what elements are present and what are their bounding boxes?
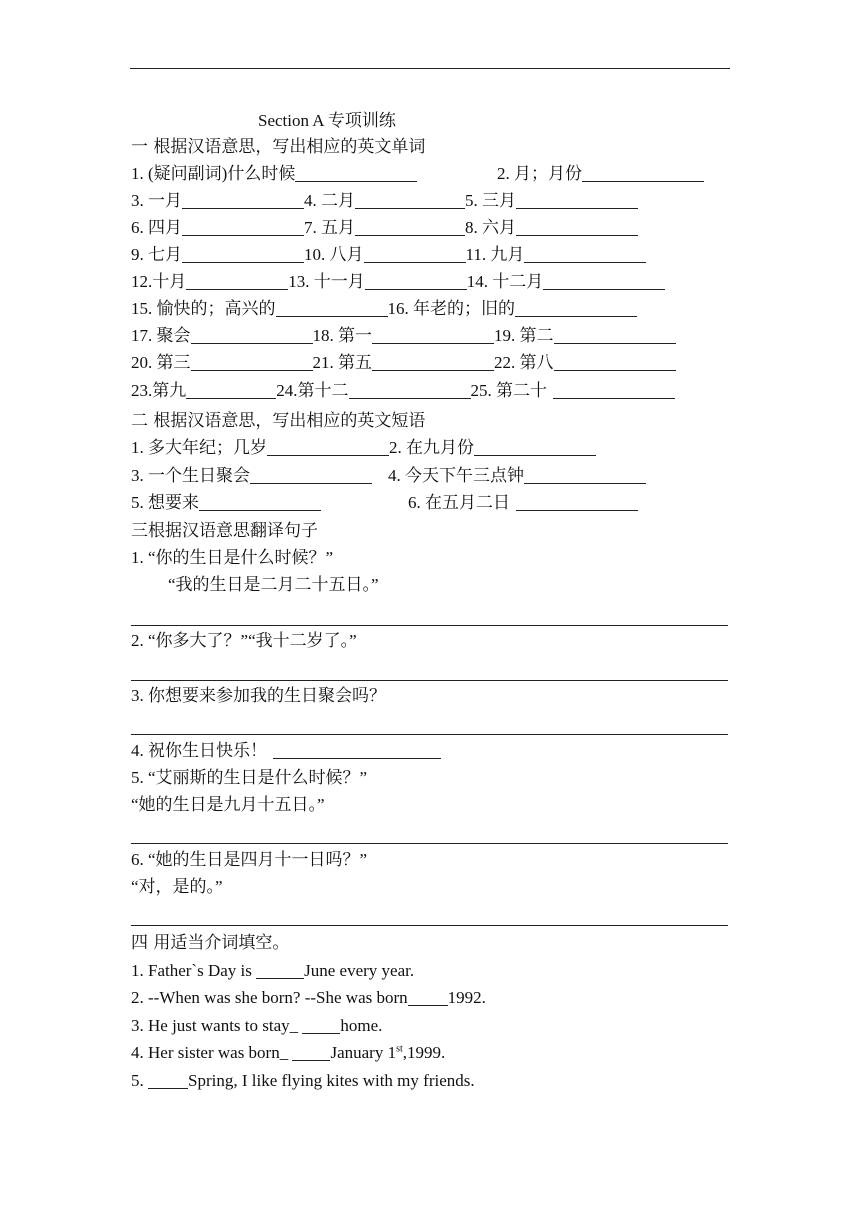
answer-blank[interactable] xyxy=(554,352,676,371)
item: 3. 一月 xyxy=(131,191,182,210)
item: 1. (疑问副词)什么时候 xyxy=(131,164,296,183)
answer-blank[interactable] xyxy=(199,492,321,511)
answer-blank[interactable] xyxy=(191,352,313,371)
page-title: Section A 专项训练 xyxy=(258,111,396,130)
item: 2. 月；月份 xyxy=(497,164,582,183)
part1-heading: 一 根据汉语意思，写出相应的英文单词 xyxy=(131,137,426,157)
answer-rule[interactable] xyxy=(131,625,728,626)
answer-rule[interactable] xyxy=(131,680,728,681)
item: 5. 想要来 xyxy=(131,493,199,512)
answer-blank[interactable] xyxy=(349,380,471,399)
item: 7. 五月 xyxy=(304,218,355,237)
answer-blank[interactable] xyxy=(148,1070,188,1089)
item: 17. 聚会 xyxy=(131,326,191,345)
item: 14. 十二月 xyxy=(466,272,544,291)
item: 3. 一个生日聚会 xyxy=(131,466,250,485)
answer-rule[interactable] xyxy=(131,925,728,926)
part2-row-1 xyxy=(131,435,596,461)
part1-row-5 xyxy=(131,269,665,295)
item: 22. 第八 xyxy=(494,353,554,372)
item: 25. 第二十 xyxy=(470,381,547,400)
item: 12.十月 xyxy=(131,272,187,291)
answer-blank[interactable] xyxy=(553,380,675,399)
answer-blank[interactable] xyxy=(191,325,313,344)
answer-blank[interactable] xyxy=(364,244,466,263)
answer-blank[interactable] xyxy=(372,325,494,344)
answer-blank[interactable] xyxy=(182,217,304,236)
item: 8. 六月 xyxy=(465,218,516,237)
item: 4. 二月 xyxy=(304,191,355,210)
item: 23.第九 xyxy=(131,381,187,400)
item: 11. 九月 xyxy=(465,245,525,264)
answer-blank[interactable] xyxy=(182,244,304,263)
item: 6. 四月 xyxy=(131,218,182,237)
p4-line-1: 1. Father`s Day is June every year. xyxy=(131,961,415,980)
answer-blank[interactable] xyxy=(182,190,304,209)
part1-row-9 xyxy=(131,378,675,404)
item: 6. 在五月二日 xyxy=(408,493,510,512)
part2-heading: 二 根据汉语意思，写出相应的英文短语 xyxy=(131,411,426,431)
answer-blank[interactable] xyxy=(516,492,638,511)
answer-blank[interactable] xyxy=(408,987,448,1006)
answer-blank[interactable] xyxy=(355,217,465,236)
item: 19. 第二 xyxy=(494,326,554,345)
q1-line: 1. “你的生日是什么时候？” xyxy=(131,548,334,567)
answer-blank[interactable] xyxy=(372,352,494,371)
part1-row-7 xyxy=(131,323,676,349)
item: 4. 今天下午三点钟 xyxy=(388,466,524,485)
part2-row-3 xyxy=(131,490,321,516)
answer-blank[interactable] xyxy=(524,465,646,484)
part2-row-3b xyxy=(408,490,638,516)
answer-blank[interactable] xyxy=(292,1042,330,1061)
answer-blank[interactable] xyxy=(250,465,372,484)
item: 2. 在九月份 xyxy=(389,438,474,457)
answer-blank[interactable] xyxy=(273,740,441,759)
answer-blank[interactable] xyxy=(267,437,389,456)
item: 20. 第三 xyxy=(131,353,191,372)
item: 5. 三月 xyxy=(465,191,516,210)
part2-row-2 xyxy=(131,463,646,489)
q6-line: 6. “她的生日是四月十一日吗？” xyxy=(131,850,368,869)
answer-blank[interactable] xyxy=(256,960,304,979)
part1-row-4 xyxy=(131,242,646,268)
answer-blank[interactable] xyxy=(186,271,288,290)
answer-blank[interactable] xyxy=(516,190,638,209)
answer-blank[interactable] xyxy=(474,437,596,456)
answer-blank[interactable] xyxy=(524,244,646,263)
p4-line-5: 5. Spring, I like flying kites with my friends. xyxy=(131,1071,475,1090)
p4-line-2: 2. --When was she born? --She was born 1992. xyxy=(131,988,486,1007)
p4-line-3: 3. He just wants to stay_ home. xyxy=(131,1016,383,1035)
item: 9. 七月 xyxy=(131,245,182,264)
part1-row-3 xyxy=(131,215,638,241)
q2-line: 2. “你多大了？”“我十二岁了。” xyxy=(131,631,357,650)
item: 10. 八月 xyxy=(304,245,364,264)
answer-rule[interactable] xyxy=(131,843,728,844)
answer-rule[interactable] xyxy=(131,734,728,735)
q5-line: 5. “艾丽斯的生日是什么时候？” xyxy=(131,768,368,787)
part4-heading: 四 用适当介词填空。 xyxy=(131,933,290,953)
answer-blank[interactable] xyxy=(302,1015,340,1034)
item: 13. 十一月 xyxy=(288,272,365,291)
q5-answer-line: “她的生日是九月十五日。” xyxy=(131,795,325,814)
answer-blank[interactable] xyxy=(516,217,638,236)
part3-heading: 三根据汉语意思翻译句子 xyxy=(131,521,318,541)
answer-blank[interactable] xyxy=(276,298,388,317)
answer-blank[interactable] xyxy=(554,325,676,344)
top-rule xyxy=(130,68,730,69)
answer-blank[interactable] xyxy=(186,380,276,399)
item: 15. 愉快的；高兴的 xyxy=(131,299,276,318)
p4-line-4: 4. Her sister was born_ January 1st,1999. xyxy=(131,1043,446,1062)
q4-line: 4. 祝你生日快乐！ xyxy=(131,738,441,764)
answer-blank[interactable] xyxy=(295,163,417,182)
item: 16. 年老的；旧的 xyxy=(387,299,515,318)
answer-blank[interactable] xyxy=(582,163,704,182)
item: 1. 多大年纪；几岁 xyxy=(131,438,267,457)
part1-row-8 xyxy=(131,350,676,376)
q6-answer-line: “对，是的。” xyxy=(131,877,223,896)
superscript: st xyxy=(396,1043,403,1055)
item: 24.第十二 xyxy=(276,381,349,400)
answer-blank[interactable] xyxy=(515,298,637,317)
part1-row-2 xyxy=(131,188,638,214)
part1-row-1 xyxy=(131,161,417,187)
part1-row-1b xyxy=(497,161,704,187)
q3-line: 3. 你想要来参加我的生日聚会吗？ xyxy=(131,686,386,705)
answer-blank[interactable] xyxy=(543,271,665,290)
q1-answer-line: “我的生日是二月二十五日。” xyxy=(168,575,379,594)
item: 21. 第五 xyxy=(312,353,372,372)
answer-blank[interactable] xyxy=(355,190,465,209)
answer-blank[interactable] xyxy=(365,271,467,290)
part1-row-6 xyxy=(131,296,637,322)
item: 18. 第一 xyxy=(312,326,372,345)
